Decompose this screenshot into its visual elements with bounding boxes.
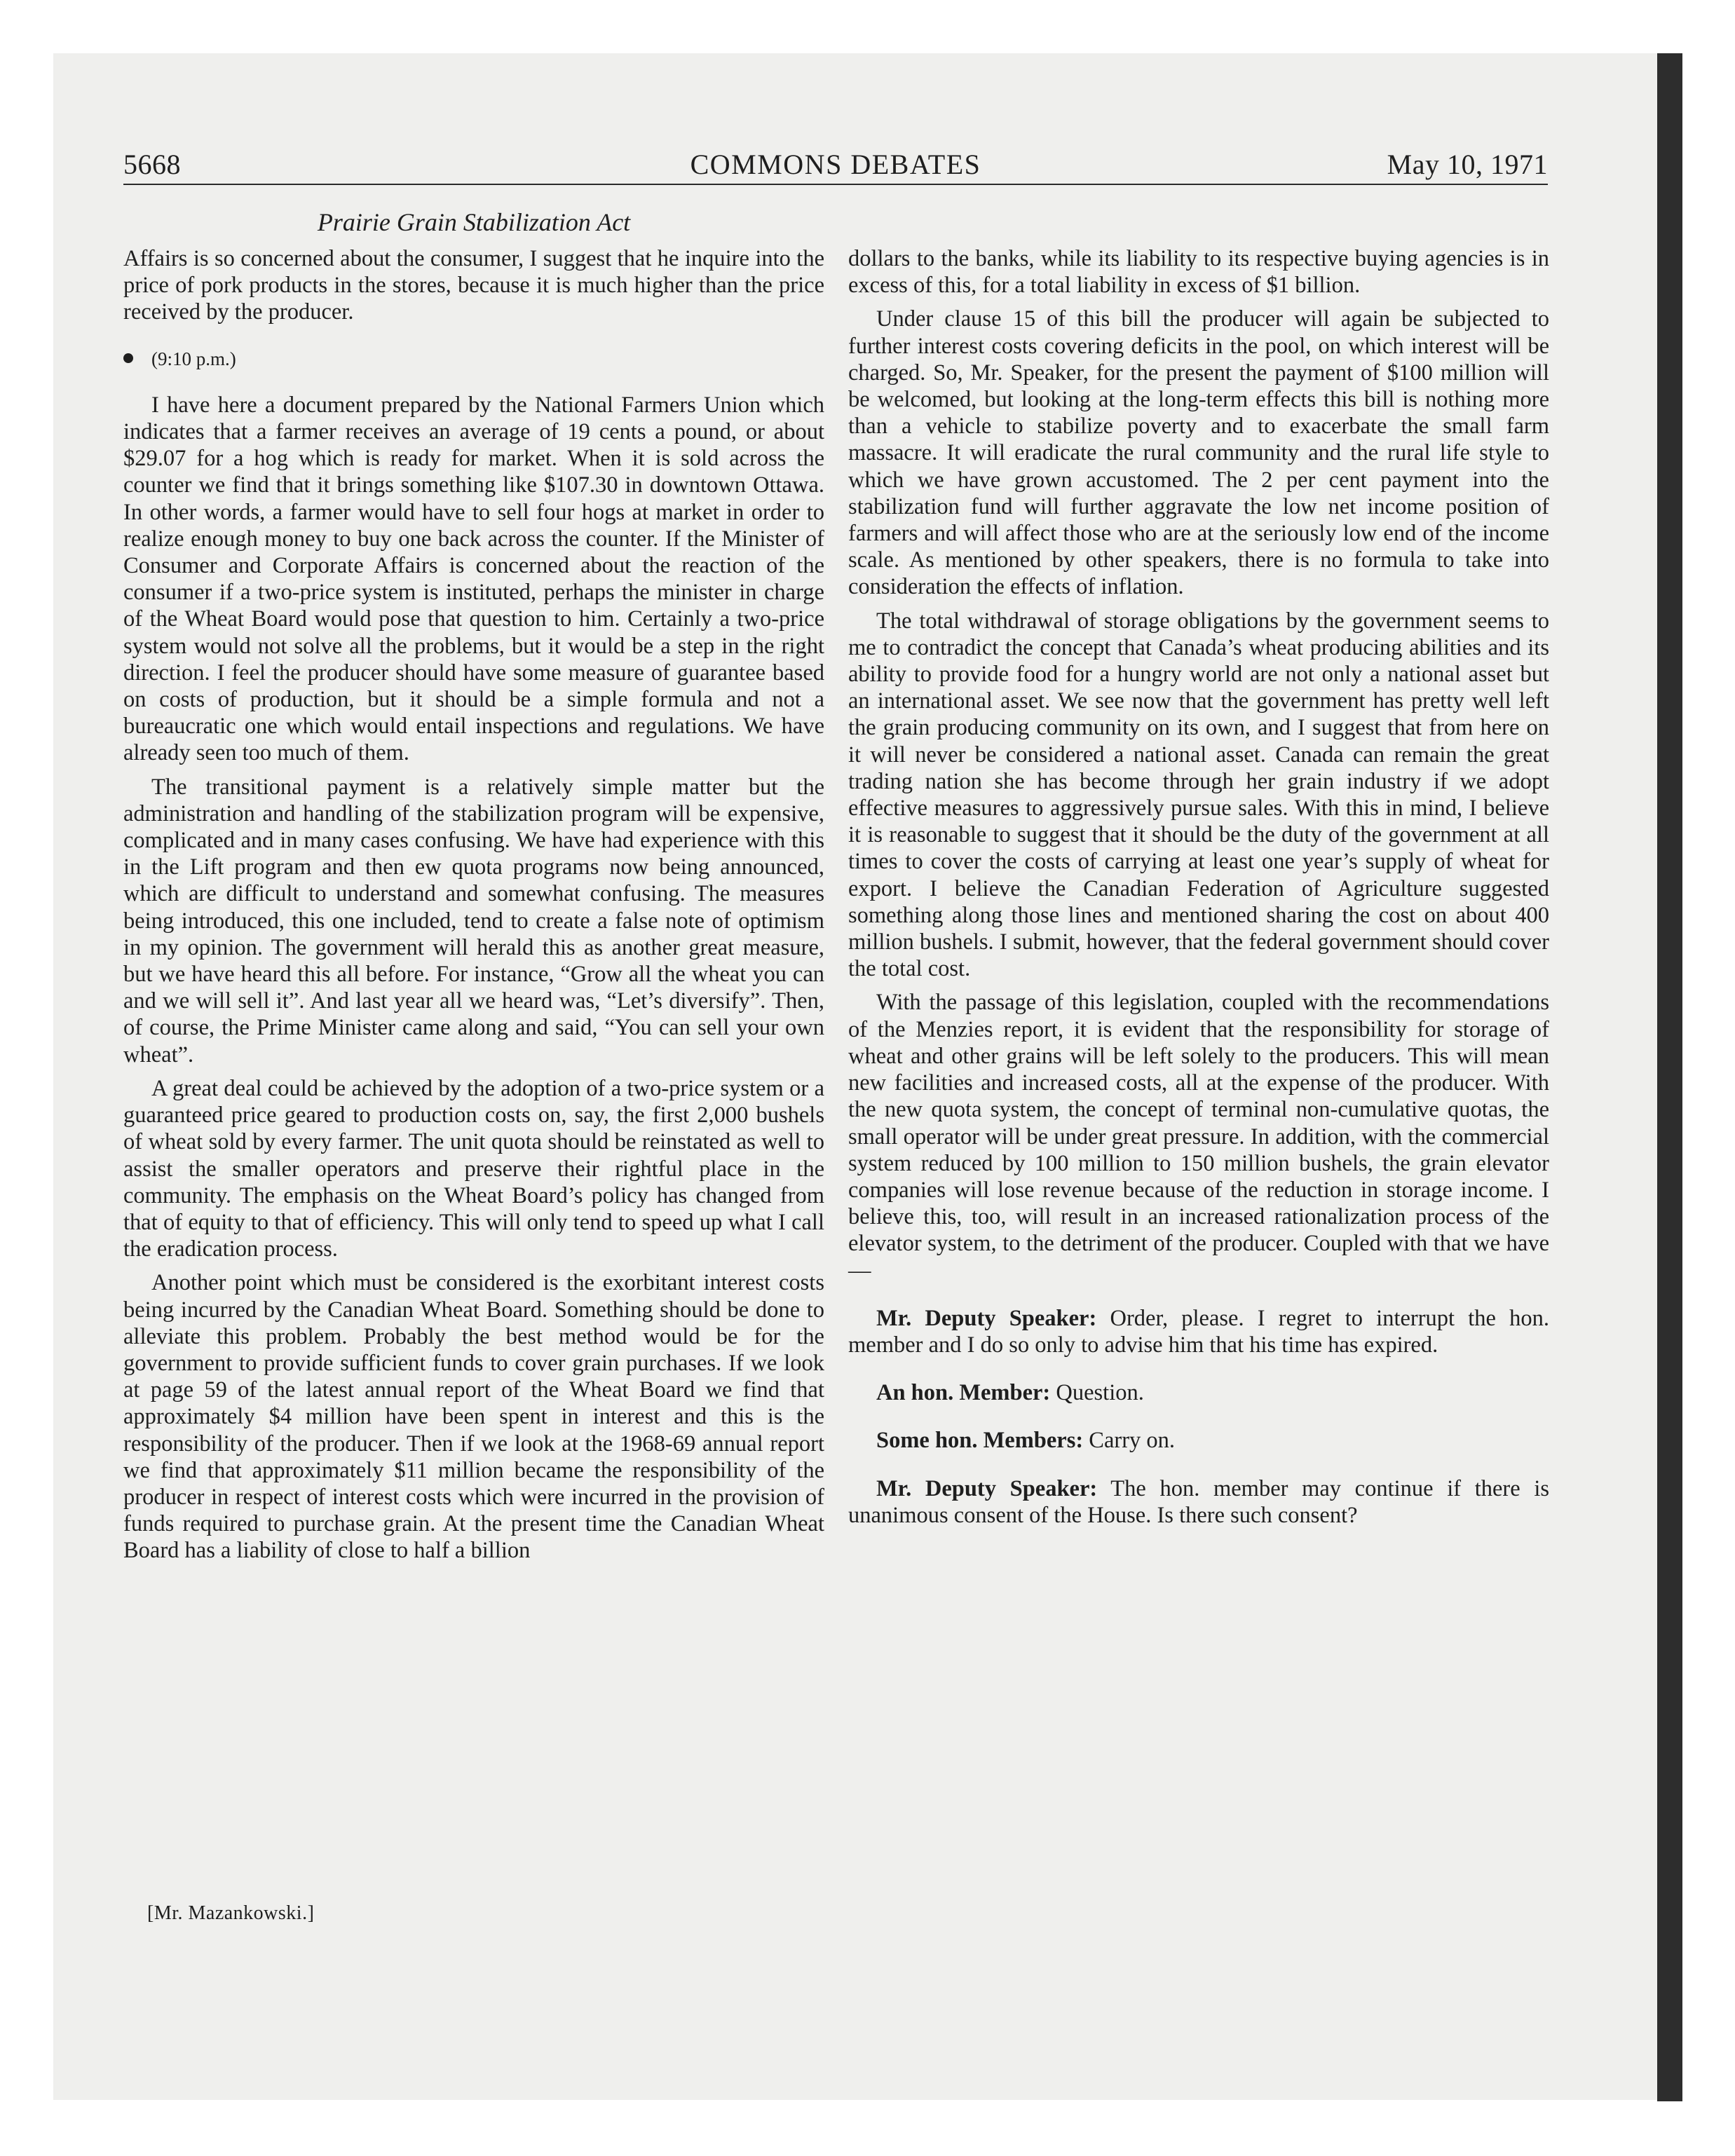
paragraph: dollars to the banks, while its liability to its respective buying agencies is in excess of this, for a total liability in excess of $1 billion. — [848, 246, 1549, 299]
speaker-text: Order, please. I regret to interrupt the hon. member and I do so only to advise him that his time has expired. — [848, 1305, 1550, 1358]
page-header — [123, 149, 1548, 185]
bullet-icon — [123, 353, 133, 363]
paragraph: A great deal could be achieved by the adoption of a two-price system or a guaranteed price geared to production costs on, say, the first 2,000 bushels of wheat sold by every farmer. The unit quota should be reinstated as well to assist the smaller operators and preserve their rightful place in the community. The emphasis on the Wheat Board’s policy has changed from that of equity to that of efficiency. This will only tend to speed up what I call the eradication process. — [123, 1075, 824, 1262]
page-number: 5668 — [123, 149, 181, 180]
speaker-text: Question. — [1056, 1380, 1144, 1406]
right-column — [848, 245, 1549, 1544]
paragraph: Affairs is so concerned about the consumer, I suggest that he inquire into the price of pork products in the stores, because it is much higher than the price received by the producer. — [123, 246, 824, 325]
speaker-text: The hon. member may continue if there is unanimous consent of the House. Is there such consent? — [848, 1475, 1549, 1528]
paragraph: I have here a document prepared by the National Farmers Union which indicates that a farmer receives an average of 19 cents a pound, or about $29.07 for a hog which is ready for market. When it is sold across the counter we find that it brings something like $107.30 in downtown Ottawa. In other words, a farmer would have to sell four hogs at market in order to realize enough money to buy one back across the counter. If the Minister of Consumer and Corporate Affairs is concerned about the reaction of the consumer if a two-price system is instituted, perhaps the minister in charge of the Wheat Board would pose that question to him. Certainly a two-price system would not solve all the problems, but it would be a step in the right direction. I feel the producer should have some measure of guarantee based on costs of production, but it should be a simple formula and not a bureaucratic one which would entail inspections and regulations. We have already seen too much of them. — [123, 392, 824, 766]
speaker-name: Mr. Deputy Speaker: — [876, 1475, 1098, 1501]
paragraph: The transitional payment is a relatively simple matter but the administration and handling of the stabilization program will be expensive, complicated and in many cases confusing. We have had experience with this in the Lift program and then ew quota programs now being announced, which are difficult to understand and somewhat confusing. The measures being introduced, this one included, tend to create a false note of optimism in my opinion. The government will herald this as another great measure, but we have heard this all before. For instance, “Grow all the wheat you can and we will sell it”. And last year all we heard was, “Let’s diversify”. Then, of course, the Prime Minister came along and said, “You can sell your own wheat”. — [123, 774, 824, 1067]
speaker-line — [848, 1379, 1549, 1406]
speaker-line — [848, 1427, 1549, 1454]
speaker-name: An hon. Member: — [876, 1380, 1051, 1406]
paragraph: Under clause 15 of this bill the producer will again be subjected to further interest costs covering deficits in the pool, on which interest will be charged. So, Mr. Speaker, for the present the payment of $100 million will be welcomed, but looking at the long-term effects this bill is nothing more than a vehicle to stabilize poverty and to exacerbate the small farm massacre. It will eradicate the rural community and the rural life style to which we have grown accustomed. The 2 per cent payment into the stabilization fund will further aggravate the low net income position of farmers and will affect those who are at the seriously low end of the income scale. As mentioned by other speakers, there is no formula to take into consideration the effects of inflation. — [848, 306, 1549, 600]
paragraph: With the passage of this legislation, coupled with the recommendations of the Menzies report, it is evident that the responsibility for storage of wheat and other grains will be left solely to the producers. This will mean new facilities and increased costs, all at the expense of the producer. With the new quota system, the concept of terminal non-cumulative quotas, the small operator will be under great pressure. In addition, with the commercial system reduced by 100 million to 150 million bushels, the grain elevator companies will lose revenue because of the reduction in storage income. I believe this, too, will result in an increased rationalization process of the elevator system, to the detriment of the producer. Coupled with that we have— — [848, 990, 1549, 1283]
speaker-name: Mr. Deputy Speaker: — [876, 1305, 1097, 1331]
speaker-line — [848, 1475, 1549, 1529]
time-marker-text: (9:10 p.m.) — [151, 348, 236, 369]
binding-shadow — [1657, 53, 1682, 2101]
speaker-footer: [Mr. Mazankowski.] — [147, 1902, 315, 1924]
speaker-line — [848, 1305, 1549, 1358]
speaker-name: Some hon. Members: — [876, 1428, 1084, 1454]
publication-title: COMMONS DEBATES — [690, 149, 981, 180]
section-title: Prairie Grain Stabilization Act — [317, 208, 631, 236]
time-marker — [123, 346, 824, 372]
paragraph: Another point which must be considered is the exorbitant interest costs being incurred by the Canadian Wheat Board. Something should be done to alleviate this problem. Probably the best method would be for the government to provide sufficient funds to cover grain purchases. If we look at page 59 of the latest annual report of the Wheat Board we find that approximately $4 million have been spent in interest and this is the responsibility of the producer. Then if we look at the 1968-69 annual report we find that approximately $11 million became the responsibility of the producer in respect of interest costs which were incurred in the provision of funds required to purchase grain. At the present time the Canadian Wheat Board has a liability of close to half a billion — [123, 1270, 824, 1564]
header-date: May 10, 1971 — [1387, 149, 1548, 180]
left-column — [123, 245, 824, 1571]
speaker-text: Carry on. — [1089, 1428, 1176, 1454]
paragraph: The total withdrawal of storage obligations by the government seems to me to contradict the concept that Canada’s wheat producing abilities and its ability to provide food for a hungry world are not only a national asset but an international asset. We see now that the government has pretty well left the grain producing community on its own, and I suggest that from here on it will never be considered a national asset. Canada can remain the great trading nation she has become through her grain industry if we adopt effective measures to aggressively pursue sales. With this in mind, I believe it is reasonable to suggest that it should be the duty of the government at all times to cover the costs of carrying at least one year’s supply of wheat for export. I believe the Canadian Federation of Agriculture suggested something along those lines and mentioned sharing the cost on about 400 million bushels. I submit, however, that the federal government should cover the total cost. — [848, 608, 1549, 982]
